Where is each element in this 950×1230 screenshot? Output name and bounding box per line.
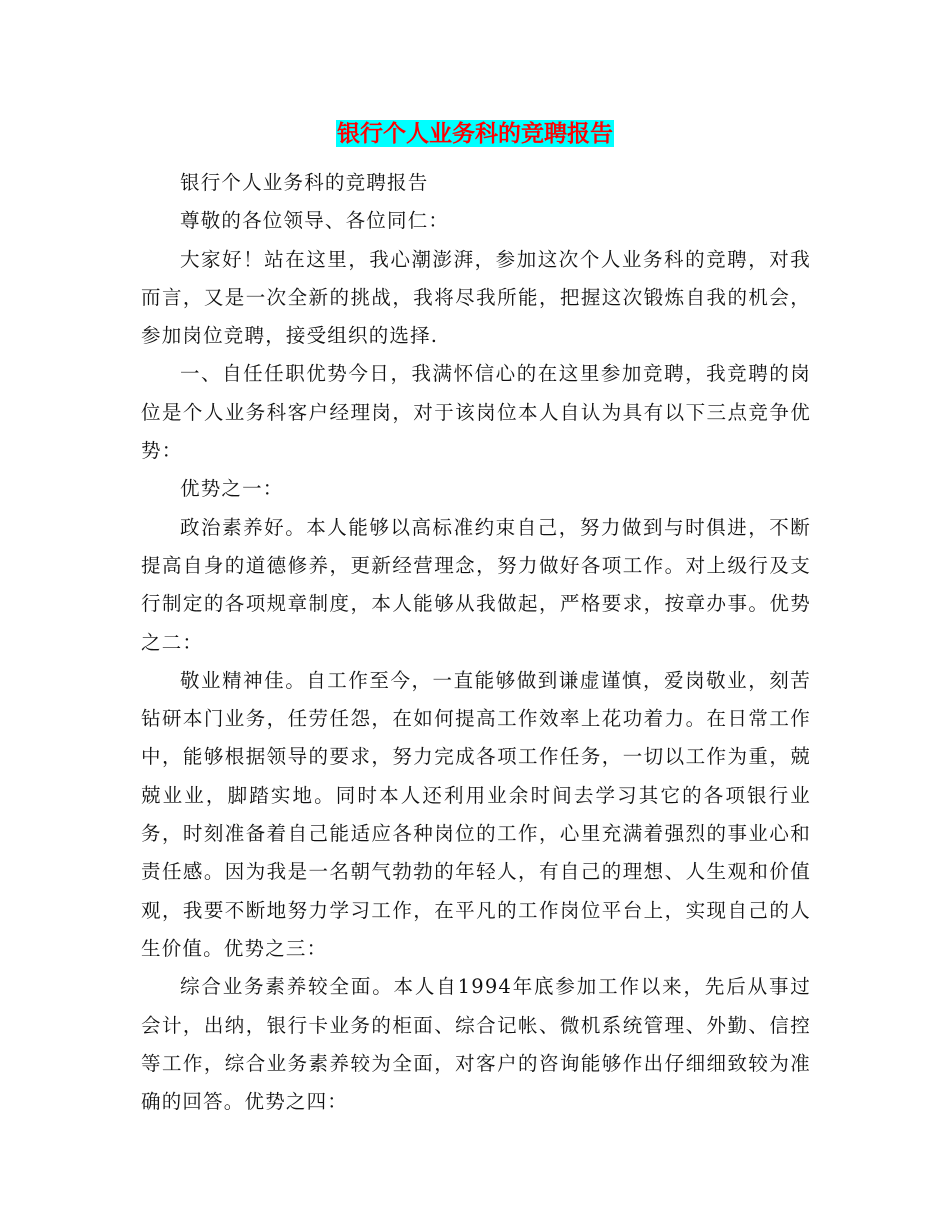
document-title <box>0 112 950 150</box>
paragraph-dedication: 敬业精神佳。自工作至今，一直能够做到谦虚谨慎，爱岗敬业，刻苦钻研本门业务，任劳任怨，在如何提高工作效率上花功着力。在日常工作中，能够根据领导的要求，努力完成各项工作任务，一切以工作为重，兢兢业业，脚踏实地。同时本人还利用业余时间去学习其它的各项银行业务，时刻准备着自己能适应各种岗位的工作，心里充满着强烈的事业心和责任感。因为我是一名朝气勃勃的年轻人，有自己的理想、人生观和价值观，我要不断地努力学习工作，在平凡的工作岗位平台上，实现自己的人生价值。优势之三： <box>141 668 811 960</box>
paragraph-subtitle: 银行个人业务科的竞聘报告 <box>180 171 429 194</box>
paragraph-greeting: 大家好！站在这里，我心潮澎湃，参加这次个人业务科的竞聘，对我而言，又是一次全新的挑战，我将尽我所能，把握这次锻炼自我的机会，参加岗位竞聘，接受组织的选择. <box>141 247 811 348</box>
paragraph-advantage-one-heading: 优势之一： <box>180 477 284 501</box>
paragraph-comprehensive-skills: 综合业务素养较全面。本人自1994年底参加工作以来，先后从事过会计，出纳，银行卡业务的柜面、综合记帐、微机系统管理、外勤、信控等工作，综合业务素养较为全面，对客户的咨询能够作出仔细细致较为准确的回答。优势之四： <box>141 975 811 1114</box>
paragraph-political-quality: 政治素养好。本人能够以高标准约束自己，努力做到与时俱进，不断提高自身的道德修养，更新经营理念，努力做好各项工作。对上级行及支行制定的各项规章制度，本人能够从我做起，严格要求，按章办事。优势之二： <box>141 515 811 654</box>
paragraph-salutation: 尊敬的各位领导、各位同仁： <box>180 209 450 233</box>
paragraph-section-one: 一、自任任职优势今日，我满怀信心的在这里参加竞聘，我竞聘的岗位是个人业务科客户经理岗，对于该岗位本人自认为具有以下三点竞争优势： <box>141 362 811 463</box>
document-body <box>141 164 811 1121</box>
document-title-text: 银行个人业务科的竞聘报告 <box>337 120 613 147</box>
